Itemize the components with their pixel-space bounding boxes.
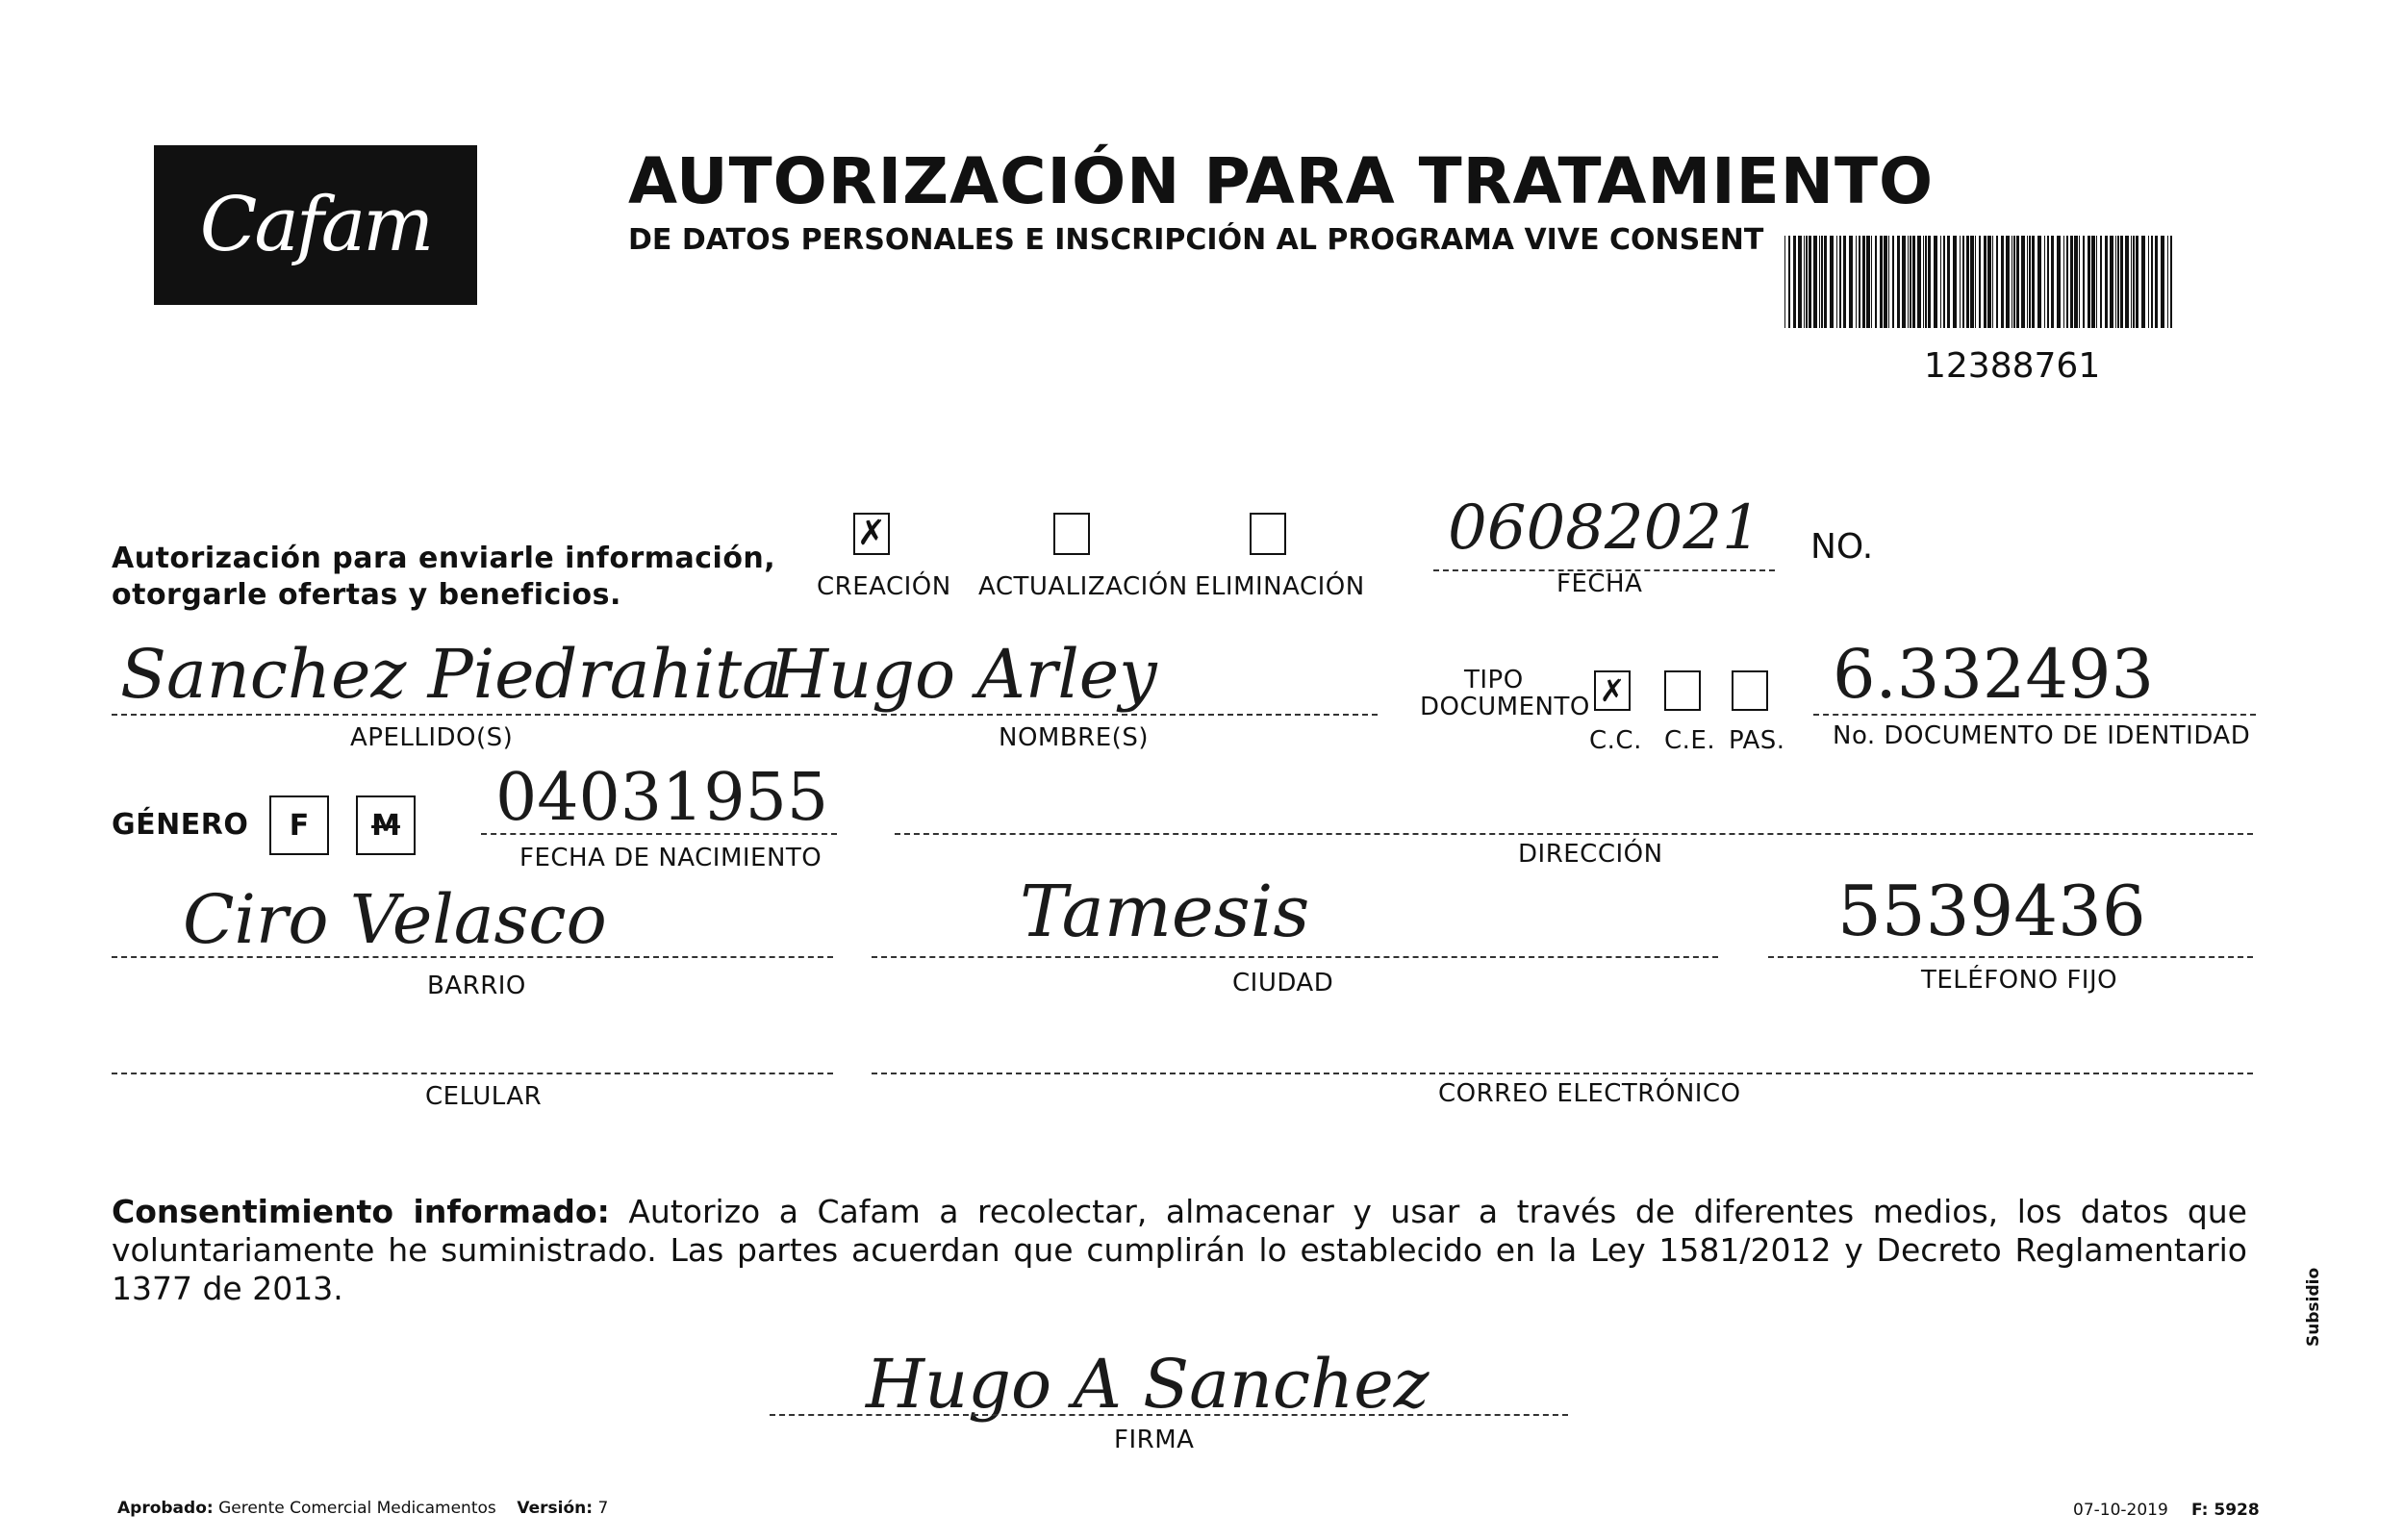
barcode-bar	[1934, 236, 1937, 328]
form-code: F: 5928	[2191, 1501, 2260, 1520]
consent-heading: Consentimiento informado:	[112, 1193, 610, 1230]
check-mark-icon: ✗	[1599, 672, 1626, 709]
email-label: CORREO ELECTRÓNICO	[1438, 1079, 1741, 1108]
barcode-bar	[1892, 236, 1894, 328]
approval-info	[117, 1499, 608, 1518]
mobile-label: CELULAR	[425, 1082, 543, 1111]
barcode-bar	[1928, 236, 1931, 328]
barcode-bar	[1902, 236, 1906, 328]
barcode-bar	[2155, 236, 2158, 328]
doc-type-label-2: DOCUMENTO	[1420, 693, 1590, 721]
barcode-bar	[2074, 236, 2078, 328]
names-label: NOMBRE(S)	[999, 723, 1149, 752]
birth-date-label: FECHA DE NACIMIENTO	[519, 844, 822, 872]
ce-label: C.E.	[1664, 726, 1716, 755]
barcode-bar	[2083, 236, 2085, 328]
barcode-bar	[2016, 236, 2019, 328]
barcode-bar	[2013, 236, 2015, 328]
barcode-bar	[2066, 236, 2068, 328]
form-date: 07-10-2019	[2073, 1501, 2168, 1520]
barcode-bar	[2120, 236, 2123, 328]
neighborhood-line	[112, 956, 833, 958]
barcode-bar	[1806, 236, 1808, 328]
barcode-bar	[2079, 236, 2080, 328]
surnames-label: APELLIDO(S)	[350, 723, 514, 752]
mobile-line[interactable]	[112, 1073, 833, 1074]
update-label: ACTUALIZACIÓN	[978, 572, 1188, 601]
form-subtitle: DE DATOS PERSONALES E INSCRIPCIÓN AL PROGRAMA VIVE CONSENT	[628, 223, 1764, 257]
barcode-bar	[2057, 236, 2061, 328]
barcode-bar	[1871, 236, 1872, 328]
creation-label: CREACIÓN	[817, 572, 951, 601]
barcode-bar	[1788, 236, 1790, 328]
names-value[interactable]: Hugo Arley	[770, 635, 1157, 714]
barcode-bar	[1793, 236, 1796, 328]
barcode	[1784, 236, 2179, 328]
barcode-bar	[1979, 236, 1981, 328]
side-text: Subsidio	[2304, 1267, 2323, 1347]
logo-text: Cafam	[199, 182, 432, 268]
barcode-bar	[1862, 236, 1865, 328]
barcode-bar	[1923, 236, 1924, 328]
barcode-bar	[1984, 236, 1986, 328]
barcode-bar	[1819, 236, 1820, 328]
intro-line-1: Autorización para enviarle información,	[112, 542, 776, 575]
barcode-bar	[1804, 236, 1805, 328]
version-label: Versión:	[517, 1499, 594, 1518]
barcode-bar	[1925, 236, 1927, 328]
barcode-bar	[2037, 236, 2041, 328]
no-label: NO.	[1810, 527, 1874, 567]
consent-text: Autorizo a Cafam a recolectar, almacenar y usar a través de diferentes medios, los datos que voluntariamente he suministrado. Las partes acuerdan que cumplirán lo establecido en la Ley 1581/2012 y Decreto Reglamentario 1377 de 2013.	[112, 1193, 2247, 1307]
barcode-bar	[2136, 236, 2138, 328]
barcode-bar	[1839, 236, 1841, 328]
barcode-bar	[1875, 236, 1877, 328]
barcode-bar	[2161, 236, 2164, 328]
barcode-bar	[1809, 236, 1811, 328]
barcode-bar	[2110, 236, 2113, 328]
barcode-bar	[1888, 236, 1889, 328]
cafam-logo	[154, 145, 477, 305]
elimination-label: ELIMINACIÓN	[1195, 572, 1365, 601]
barcode-bar	[1962, 236, 1964, 328]
barcode-bar	[1966, 236, 1969, 328]
barcode-bar	[1866, 236, 1870, 328]
barcode-bar	[2131, 236, 2132, 328]
barcode-bar	[2096, 236, 2097, 328]
name-line	[112, 714, 1378, 716]
barcode-bar	[1880, 236, 1883, 328]
barcode-bar	[1821, 236, 1823, 328]
gender-label: GÉNERO	[112, 808, 249, 842]
barcode-bar	[2117, 236, 2119, 328]
barcode-bar	[1947, 236, 1950, 328]
signature-line	[770, 1414, 1568, 1416]
barcode-bar	[2133, 236, 2135, 328]
creation-checkbox[interactable]	[853, 513, 890, 555]
barcode-bar	[2027, 236, 2028, 328]
barcode-bar	[1836, 236, 1837, 328]
barcode-bar	[2125, 236, 2129, 328]
surnames-value[interactable]: Sanchez Piedrahita	[120, 635, 782, 714]
city-label: CIUDAD	[1232, 969, 1334, 997]
barcode-bar	[2001, 236, 2004, 328]
barcode-bar	[1856, 236, 1857, 328]
barcode-bar	[2170, 236, 2172, 328]
neighborhood-label: BARRIO	[427, 972, 526, 1000]
cc-label: C.C.	[1589, 726, 1642, 755]
phone-value[interactable]: 5539436	[1837, 871, 2146, 951]
barcode-bar	[1940, 236, 1941, 328]
barcode-bar	[1843, 236, 1846, 328]
version-value: 7	[597, 1499, 609, 1518]
barcode-bar	[2032, 236, 2035, 328]
approved-label: Aprobado:	[117, 1499, 214, 1518]
barcode-bar	[1830, 236, 1834, 328]
gender-male-label: M	[371, 808, 400, 843]
barcode-bar	[1813, 236, 1817, 328]
passport-checkbox[interactable]	[1732, 670, 1768, 711]
barcode-bar	[2006, 236, 2010, 328]
barcode-bar	[2070, 236, 2073, 328]
barcode-bar	[1912, 236, 1915, 328]
barcode-bar	[1910, 236, 1911, 328]
barcode-bar	[1897, 236, 1900, 328]
barcode-bar	[2148, 236, 2149, 328]
barcode-bar	[1917, 236, 1921, 328]
birth-date-value[interactable]: 04031955	[495, 760, 829, 836]
barcode-bar	[1859, 236, 1860, 328]
update-checkbox[interactable]	[1053, 513, 1090, 555]
barcode-bar	[1849, 236, 1853, 328]
barcode-bar	[1953, 236, 1957, 328]
barcode-bar	[2063, 236, 2064, 328]
barcode-bar	[2088, 236, 2090, 328]
form-title: AUTORIZACIÓN PARA TRATAMIENTO	[628, 144, 1935, 218]
city-value[interactable]: Tamesis	[1020, 871, 1310, 953]
doc-type-label-1: TIPO	[1464, 666, 1524, 694]
address-line[interactable]	[895, 833, 2253, 835]
barcode-bar	[2100, 236, 2102, 328]
barcode-bar	[1960, 236, 1961, 328]
address-label: DIRECCIÓN	[1518, 840, 1663, 869]
phone-label: TELÉFONO FIJO	[1921, 966, 2118, 995]
birth-date-line	[481, 833, 837, 835]
consent-paragraph	[112, 1193, 2247, 1308]
barcode-bar	[2105, 236, 2108, 328]
intro-line-2: otorgarle ofertas y beneficios.	[112, 578, 621, 612]
doc-number-label: No. DOCUMENTO DE IDENTIDAD	[1833, 721, 2251, 750]
barcode-bar	[2021, 236, 2025, 328]
barcode-bar	[2167, 236, 2168, 328]
gender-female-box[interactable]	[269, 795, 329, 855]
barcode-bar	[1987, 236, 1991, 328]
date-label: FECHA	[1556, 569, 1643, 598]
gender-female-label: F	[289, 808, 310, 843]
barcode-bar	[1996, 236, 1998, 328]
signature-label: FIRMA	[1114, 1426, 1195, 1454]
check-mark-icon: ✗	[856, 514, 887, 553]
barcode-bar	[2044, 236, 2045, 328]
neighborhood-value[interactable]: Ciro Velasco	[183, 880, 607, 959]
barcode-bar	[2091, 236, 2095, 328]
email-line[interactable]	[872, 1073, 2253, 1074]
barcode-number: 12388761	[1924, 346, 2101, 386]
barcode-bar	[2115, 236, 2116, 328]
phone-line	[1768, 956, 2253, 958]
approved-value: Gerente Comercial Medicamentos	[218, 1499, 496, 1518]
barcode-bar	[2051, 236, 2054, 328]
elimination-checkbox[interactable]	[1250, 513, 1286, 555]
doc-number-line	[1813, 714, 2256, 716]
barcode-bar	[2029, 236, 2031, 328]
barcode-bar	[1992, 236, 1993, 328]
date-value[interactable]: 06082021	[1448, 492, 1761, 564]
gender-male-box[interactable]	[356, 795, 416, 855]
barcode-bar	[1884, 236, 1887, 328]
barcode-bar	[2151, 236, 2153, 328]
city-line	[872, 956, 1718, 958]
signature-value[interactable]: Hugo A Sanchez	[866, 1345, 1430, 1424]
barcode-bar	[2141, 236, 2145, 328]
doc-number-value[interactable]: 6.332493	[1833, 635, 2155, 714]
barcode-bar	[1798, 236, 1802, 328]
barcode-bar	[1908, 236, 1909, 328]
cc-checkbox[interactable]	[1594, 670, 1631, 711]
barcode-bar	[1824, 236, 1827, 328]
barcode-bar	[1975, 236, 1976, 328]
barcode-bar	[2047, 236, 2049, 328]
passport-label: PAS.	[1729, 726, 1785, 755]
barcode-bar	[1943, 236, 1945, 328]
barcode-bar	[1784, 236, 1785, 328]
barcode-bar	[1970, 236, 1974, 328]
ce-checkbox[interactable]	[1664, 670, 1701, 711]
